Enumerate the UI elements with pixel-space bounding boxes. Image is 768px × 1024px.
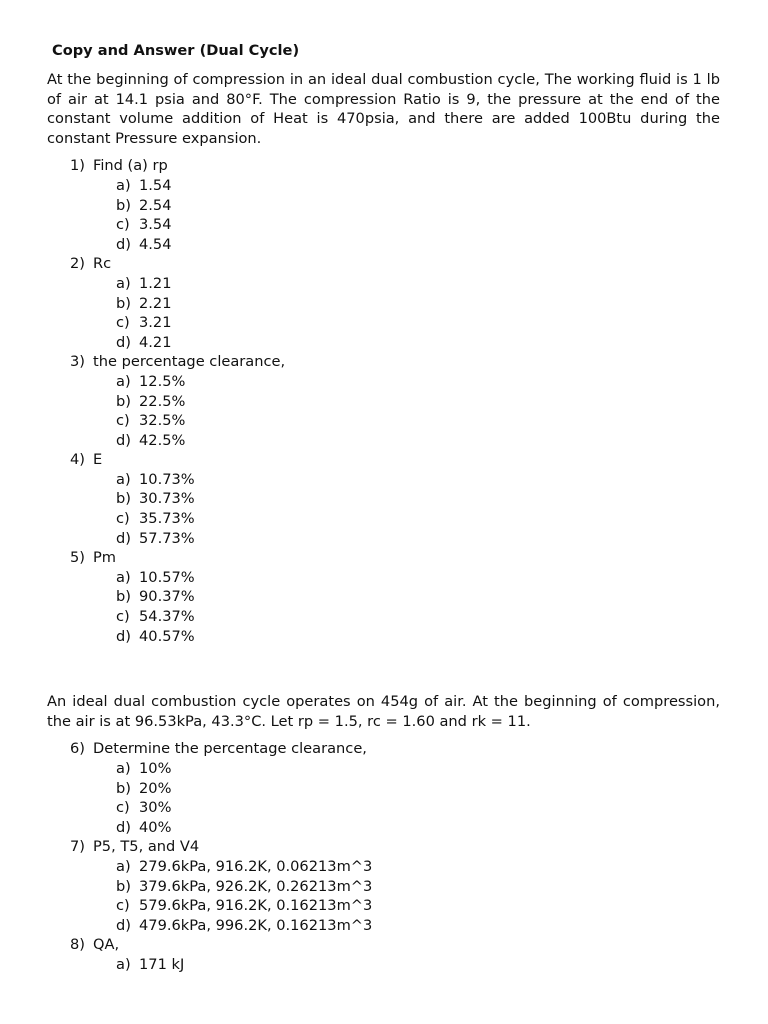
option-letter: c) (116, 412, 130, 430)
answer-option (47, 489, 720, 509)
option-text: 171 kJ (139, 955, 185, 973)
question-number: 1) (70, 157, 85, 175)
option-text: 4.21 (139, 333, 172, 351)
question-number: 8) (70, 936, 85, 954)
answer-option (47, 333, 720, 353)
option-text: 2.21 (139, 294, 172, 312)
option-letter: b) (116, 294, 131, 312)
option-text: 30% (139, 799, 172, 817)
answer-option (47, 215, 720, 235)
option-text: 40.57% (139, 627, 195, 645)
answer-option (47, 607, 720, 627)
answer-option (47, 470, 720, 490)
option-letter: d) (116, 235, 131, 253)
option-text: 42.5% (139, 431, 186, 449)
option-letter: c) (116, 799, 130, 817)
option-text: 57.73% (139, 529, 195, 547)
answer-option (47, 431, 720, 451)
answer-option (47, 916, 720, 936)
question-heading (47, 548, 720, 568)
answer-option (47, 857, 720, 877)
question-item (47, 352, 720, 450)
option-text: 579.6kPa, 916.2K, 0.16213m^3 (139, 897, 373, 915)
option-letter: d) (116, 627, 131, 645)
option-text: 3.21 (139, 314, 172, 332)
option-text: 379.6kPa, 926.2K, 0.26213m^3 (139, 877, 373, 895)
answer-option (47, 176, 720, 196)
option-text: 3.54 (139, 216, 172, 234)
question-list-2 (47, 739, 720, 974)
problem-statement-2: An ideal dual combustion cycle operates on 454g of air. At the beginning of compression, the air is at 96.53kPa, 43.3°C. Let rp = 1.5, rc = 1.60 and rk = 11. (47, 693, 720, 730)
option-letter: b) (116, 588, 131, 606)
answer-option (47, 196, 720, 216)
option-letter: c) (116, 510, 130, 528)
option-letter: c) (116, 216, 130, 234)
option-text: 1.54 (139, 176, 172, 194)
answer-option (47, 759, 720, 779)
option-letter: c) (116, 314, 130, 332)
document-title: Copy and Answer (Dual Cycle) (52, 42, 300, 59)
option-text: 35.73% (139, 510, 195, 528)
question-item (47, 935, 720, 974)
question-text: E (93, 451, 103, 469)
option-text: 279.6kPa, 916.2K, 0.06213m^3 (139, 857, 373, 875)
question-heading (47, 739, 720, 759)
answer-option (47, 313, 720, 333)
question-text: P5, T5, and V4 (93, 838, 200, 856)
question-text: the percentage clearance, (93, 353, 286, 371)
answer-option (47, 235, 720, 255)
option-letter: a) (116, 760, 131, 777)
option-text: 4.54 (139, 235, 172, 253)
option-text: 10% (139, 760, 172, 777)
option-text: 10.73% (139, 470, 195, 488)
option-letter: b) (116, 392, 131, 410)
document-page (47, 40, 720, 975)
option-letter: b) (116, 779, 131, 797)
option-text: 32.5% (139, 412, 186, 430)
question-heading (47, 254, 720, 274)
question-item (47, 156, 720, 254)
option-text: 1.21 (139, 274, 172, 292)
answer-option (47, 877, 720, 897)
option-text: 90.37% (139, 588, 195, 606)
problem-statement-1: At the beginning of compression in an ideal dual combustion cycle, The working fluid is 1 lb of air at 14.1 psia and 80°F. The compression Ratio is 9, the pressure at the end of the constant volume addition of Heat is 470psia, and there are added 100Btu during the constant Pressure expansion. (47, 71, 720, 147)
option-letter: d) (116, 916, 131, 934)
answer-option (47, 411, 720, 431)
option-letter: d) (116, 333, 131, 351)
option-letter: a) (116, 568, 131, 586)
option-letter: b) (116, 877, 131, 895)
question-item (47, 837, 720, 935)
question-text: Find (a) rp (93, 157, 168, 175)
option-text: 30.73% (139, 490, 195, 508)
option-text: 20% (139, 779, 172, 797)
option-letter: b) (116, 196, 131, 214)
option-letter: a) (116, 176, 131, 194)
option-text: 40% (139, 818, 172, 836)
option-letter: c) (116, 608, 130, 626)
question-heading (47, 352, 720, 372)
answer-option (47, 372, 720, 392)
answer-option (47, 509, 720, 529)
option-text: 2.54 (139, 196, 172, 214)
question-text: Pm (93, 549, 117, 567)
option-text: 54.37% (139, 608, 195, 626)
answer-option (47, 568, 720, 588)
answer-option (47, 587, 720, 607)
question-item (47, 450, 720, 548)
question-list-1 (47, 156, 720, 646)
option-letter: c) (116, 897, 130, 915)
answer-option (47, 955, 720, 975)
option-letter: d) (116, 818, 131, 836)
question-heading (47, 450, 720, 470)
answer-option (47, 392, 720, 412)
answer-option (47, 274, 720, 294)
answer-option (47, 818, 720, 838)
option-letter: d) (116, 431, 131, 449)
option-letter: a) (116, 372, 131, 390)
answer-option (47, 529, 720, 549)
question-heading (47, 837, 720, 857)
answer-option (47, 294, 720, 314)
option-text: 22.5% (139, 392, 186, 410)
question-number: 4) (70, 451, 85, 469)
question-item (47, 254, 720, 352)
answer-option (47, 779, 720, 799)
question-number: 2) (70, 255, 85, 273)
question-text: Determine the percentage clearance, (93, 740, 367, 758)
option-letter: a) (116, 955, 131, 973)
question-number: 6) (70, 740, 85, 758)
question-number: 3) (70, 353, 85, 371)
option-text: 479.6kPa, 996.2K, 0.16213m^3 (139, 916, 373, 934)
option-text: 12.5% (139, 372, 186, 390)
question-item (47, 739, 720, 837)
section-spacer (47, 646, 720, 692)
option-letter: d) (116, 529, 131, 547)
question-text: QA, (93, 936, 120, 954)
option-text: 10.57% (139, 568, 195, 586)
question-number: 5) (70, 549, 85, 567)
question-number: 7) (70, 838, 85, 856)
question-heading (47, 156, 720, 176)
answer-option (47, 896, 720, 916)
answer-option (47, 798, 720, 818)
option-letter: a) (116, 470, 131, 488)
option-letter: a) (116, 274, 131, 292)
option-letter: b) (116, 490, 131, 508)
answer-option (47, 627, 720, 647)
question-item (47, 548, 720, 646)
question-heading (47, 935, 720, 955)
question-text: Rc (93, 255, 112, 273)
option-letter: a) (116, 857, 131, 875)
